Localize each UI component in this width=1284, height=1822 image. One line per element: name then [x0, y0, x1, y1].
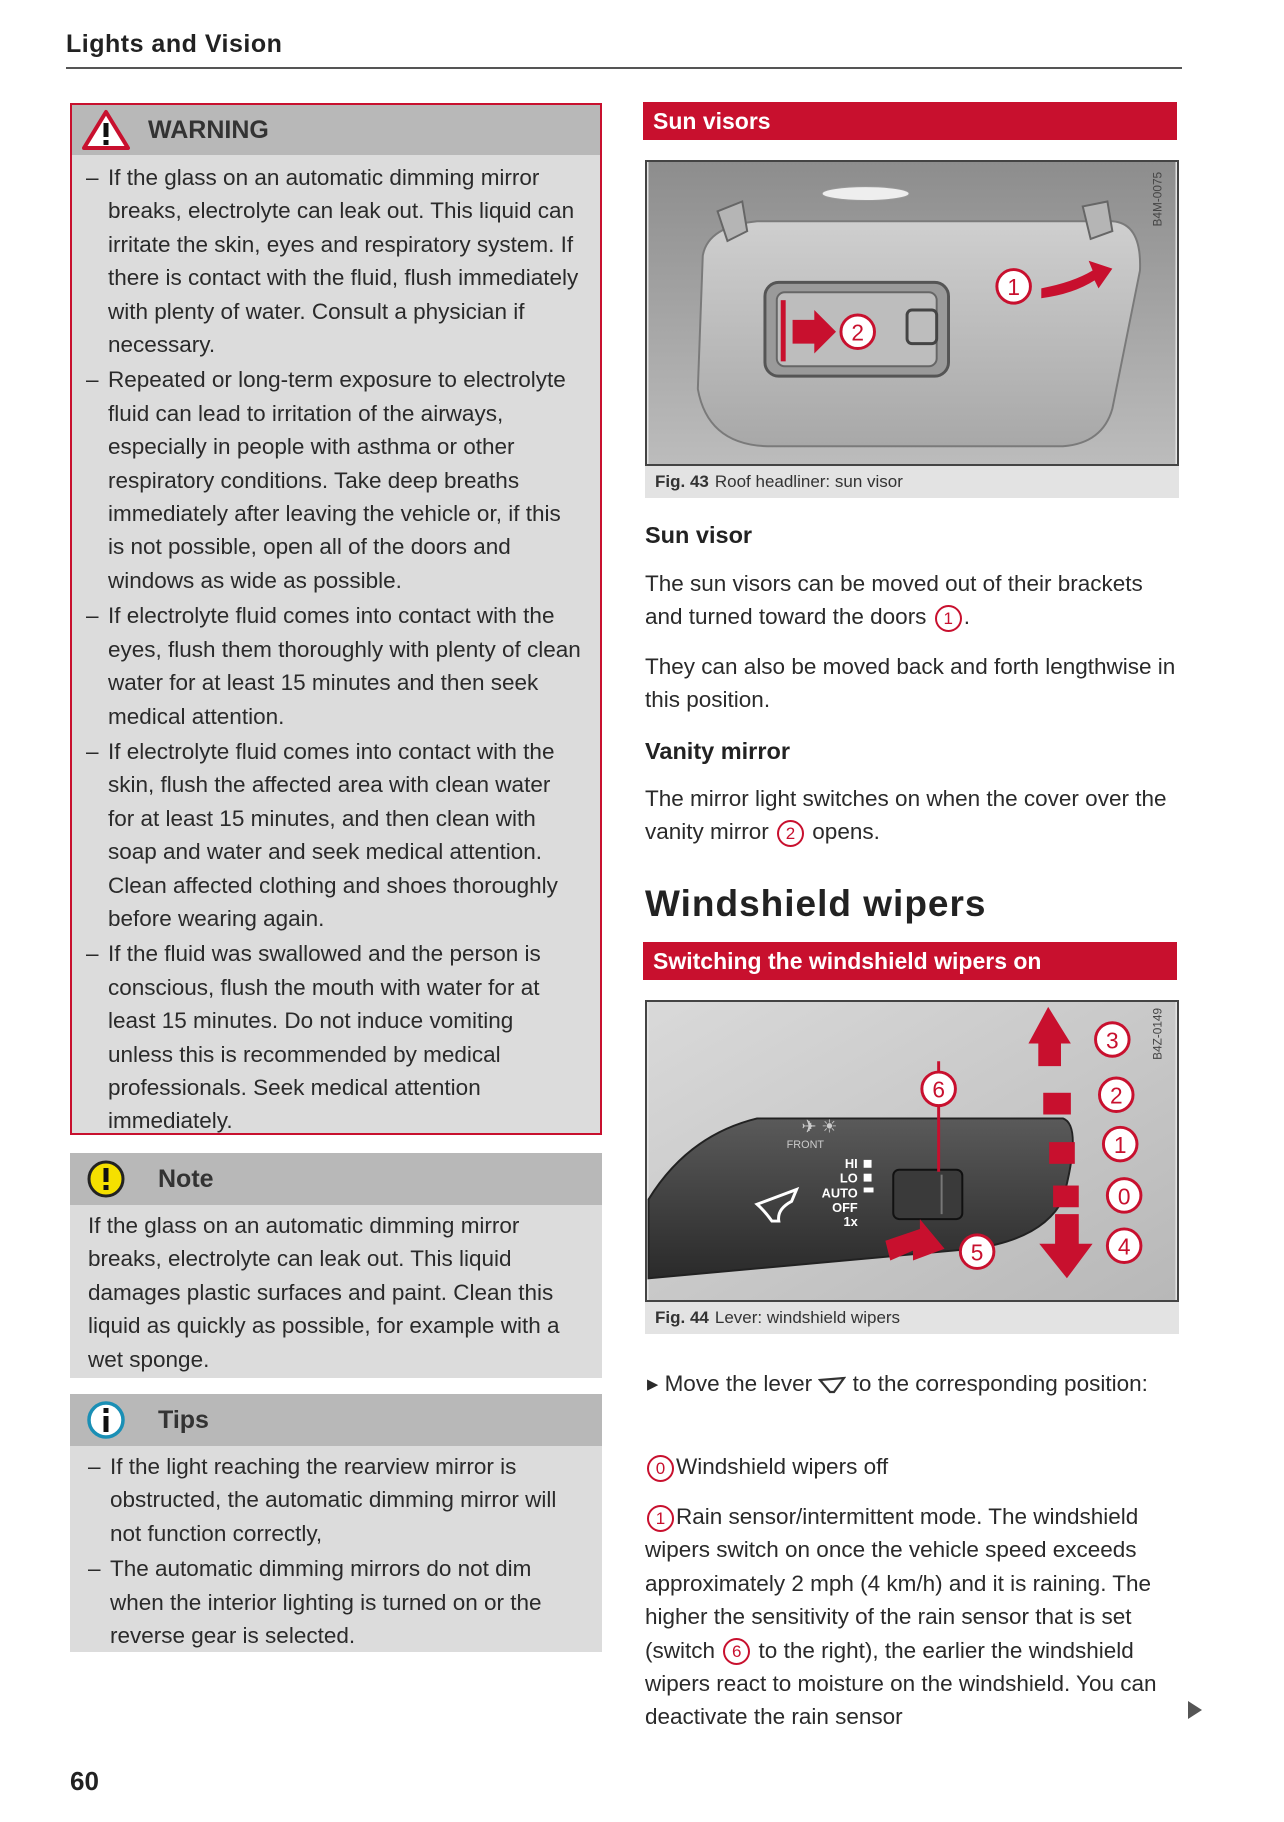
figure-caption-text: Roof headliner: sun visor	[714, 472, 903, 491]
tips-box	[70, 1394, 602, 1652]
windshield-wipers-heading: Windshield wipers	[645, 883, 987, 924]
callout-6: 6	[932, 1076, 945, 1103]
figure-label: Fig. 43	[655, 472, 709, 491]
section-title: Lights and Vision	[66, 30, 283, 58]
note-box	[70, 1153, 602, 1378]
step-bullet-icon: ▸	[647, 1371, 659, 1396]
page-number: 60	[70, 1766, 99, 1796]
lever-label-auto: AUTO	[821, 1185, 858, 1201]
paragraph-text: to the right), the earlier the windshield wipers react to moisture on the windshield. You can deactivate the rain sensor	[645, 1637, 1157, 1730]
sun-visor-illustration	[645, 160, 1179, 466]
warning-header	[72, 105, 600, 155]
paragraph-text: Rain sensor/intermittent mode. The windshield wipers switch on once the vehicle speed exceeds approximately 2 mph (4 km/h) and it is raining. The higher the sensitivity of the rain sensor that is set (switch	[645, 1504, 1152, 1663]
wiper-lever-illustration	[645, 1000, 1179, 1302]
paragraph-text: .	[963, 604, 970, 630]
wipers-bar: Switching the windshield wipers on	[643, 942, 1177, 980]
lever-label-1x: 1x	[843, 1213, 858, 1229]
warning-item: – If the glass on an automatic dimming mirror breaks, electrolyte can leak out. This liquid can irritate the skin, eyes and respiratory system. If there is contact with the fluid, flush immediately with plenty of water. Consult a physician if necessary.	[86, 161, 582, 361]
vanity-mirror-paragraph	[645, 782, 1185, 849]
position-0-text	[645, 1450, 1185, 1483]
warning-item: – Repeated or long-term exposure to electrolyte fluid can lead to irritation of the airways, especially in people with asthma or other respiratory conditions. Take deep breaths immediately after leaving the vehicle or, if this is not possible, open all of the doors and windows as wide as possible.	[86, 363, 582, 597]
exclamation-circle-icon	[86, 1159, 126, 1199]
warning-list	[72, 155, 600, 1138]
continue-arrow-icon	[1188, 1701, 1202, 1719]
figure-44	[645, 1000, 1179, 1334]
paragraph-text: to the corresponding position:	[852, 1371, 1148, 1396]
paragraph-text: The mirror light switches on when the cover over the vanity mirror	[645, 786, 1167, 845]
sun-visor-paragraph-1	[645, 567, 1185, 634]
figure-43	[645, 160, 1179, 498]
callout-ref-1: 1	[935, 605, 962, 632]
tips-item: – If the light reaching the rearview mirror is obstructed, the automatic dimming mirror will not function correctly,	[88, 1450, 584, 1550]
paragraph-text: Move the lever	[664, 1371, 813, 1396]
callout-1: 1	[1007, 274, 1020, 301]
callout-3: 3	[1105, 1027, 1119, 1054]
callout-ref-2: 2	[777, 820, 804, 847]
callout-5: 5	[970, 1239, 984, 1266]
figure-caption-text: Lever: windshield wipers	[714, 1308, 901, 1327]
warning-item: – If electrolyte fluid comes into contact with the eyes, flush them thoroughly with plenty of clean water for at least 15 minutes and then seek medical attention.	[86, 599, 582, 733]
paragraph-text: The sun visors can be moved out of their brackets and turned toward the doors	[645, 571, 1143, 630]
lever-label-front: FRONT	[786, 1139, 825, 1152]
tips-header	[70, 1394, 602, 1446]
note-header	[70, 1153, 602, 1205]
note-title: Note	[158, 1164, 214, 1193]
lever-label-lo: LO	[839, 1170, 858, 1186]
warning-title: WARNING	[148, 115, 269, 144]
header-rule	[66, 67, 1182, 69]
warning-box	[70, 103, 602, 1135]
lever-label-hi: HI	[844, 1155, 858, 1171]
paragraph-text: opens.	[812, 819, 880, 845]
figure-caption	[645, 466, 1179, 498]
callout-4: 4	[1117, 1233, 1131, 1260]
info-circle-icon	[86, 1400, 126, 1440]
note-text: If the glass on an automatic dimming mirror breaks, electrolyte can leak out. This liquid damages plastic surfaces and paint. Clean this liquid as quickly as possible, for example with a wet sponge.	[88, 1213, 560, 1372]
sun-visors-bar: Sun visors	[643, 102, 1177, 140]
callout-ref-6: 6	[723, 1638, 750, 1665]
callout-ref-1: 1	[647, 1505, 674, 1532]
lever-label-off: OFF	[832, 1200, 858, 1216]
sun-visor-heading: Sun visor	[645, 522, 753, 548]
vanity-mirror-heading: Vanity mirror	[645, 738, 790, 764]
figure-code: B4M-0075	[1150, 171, 1165, 227]
tips-title: Tips	[158, 1405, 209, 1434]
svg-text:✈ ☀: ✈ ☀	[801, 1116, 838, 1137]
figure-label: Fig. 44	[655, 1308, 709, 1327]
step-instruction	[645, 1367, 1190, 1400]
tips-list	[70, 1446, 602, 1652]
callout-2: 2	[851, 319, 865, 346]
figure-code: B4Z-0149	[1150, 1007, 1165, 1060]
callout-2: 2	[1109, 1082, 1123, 1109]
warning-triangle-icon	[82, 109, 130, 151]
callout-0: 0	[1117, 1183, 1131, 1210]
tips-item: – The automatic dimming mirrors do not dim when the interior lighting is turned on or the reverse gear is selected.	[88, 1552, 584, 1652]
paragraph-text: Windshield wipers off	[676, 1454, 889, 1479]
warning-item: – If the fluid was swallowed and the person is conscious, flush the mouth with water for at least 15 minutes. Do not induce vomiting unless this is recommended by medical professionals. Seek medical attention immediately.	[86, 937, 582, 1137]
position-1-text	[645, 1500, 1185, 1734]
warning-item: – If electrolyte fluid comes into contact with the skin, flush the affected area with clean water for at least 15 minutes, and then clean with soap and water and seek medical attention. Clean affected clothing and shoes thoroughly before wearing again.	[86, 735, 582, 935]
callout-ref-0: 0	[647, 1455, 674, 1482]
wiper-symbol-icon	[818, 1375, 846, 1395]
sun-visor-paragraph-2: They can also be moved back and forth lengthwise in this position.	[645, 654, 1176, 713]
callout-1: 1	[1113, 1131, 1127, 1158]
figure-caption	[645, 1302, 1179, 1334]
